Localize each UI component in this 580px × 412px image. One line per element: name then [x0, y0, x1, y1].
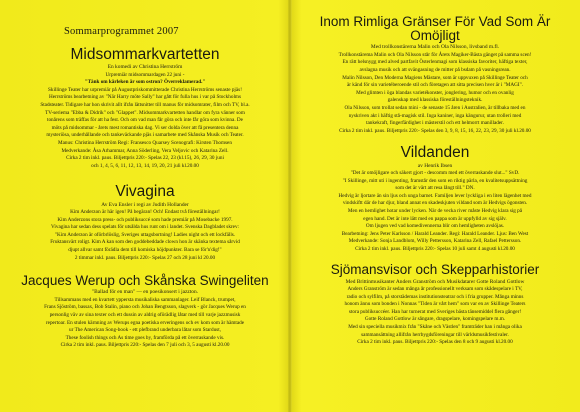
body-line: sammansättning allifrån herrbygdsföreningar till världsmusikfestivaler. — [361, 331, 509, 338]
schedule-line: Cirka 2 tim inkl. paus. Biljettpris 220:- Spelas den 7 juli och 3, 5 augusti kl.20.00 — [60, 342, 230, 349]
review-quote: "I Skillinge, mitt uti i ingenting, framstår den som en riktig pärla, en kvalitetsuppsättning — [342, 177, 528, 184]
section-rimliga-granser — [298, 15, 572, 135]
section-byline: Med trollkonstärerna Malin och Ola Nilsson, livsband m.fl. — [370, 44, 500, 51]
body-line: tankekraft, fingerfärdighet i mästerstil och ett helmorrt manillader. — [366, 120, 504, 127]
body-line: Malin Nilsson, Den Moderna Magiens Mästare, som är uppvuxen på Skillinge Teater och — [342, 74, 528, 81]
body-line: Hedvig är ljortare än sin ljus och unga barnet. Familjen lever lyckliga i en liten lägenhet med — [338, 192, 532, 199]
body-line: Om ljugen ved vad komedivennerna blir om hemligheten avslöjas. — [365, 223, 505, 230]
section-title: Midsommarkvartetten — [70, 46, 220, 63]
body-line: vindskiftt där de har djur, bland annat en skadeskjuten vildand som är Hedvigs ögonsten. — [342, 200, 528, 207]
body-line: ur The American Song-book - ett plefbrand underbara låtar som Stardust, — [69, 327, 221, 334]
section-byline: En komedi av Christina Herrström — [107, 64, 183, 71]
body-line: Gotte Roland Gottlow är sångare, dragspelare, komingspelare m.m. — [364, 316, 506, 323]
body-line: Skillinge Teater har urpremiär på Augustpriskommitterade Christina Herrströms senaste pjäs! — [48, 86, 242, 93]
body-line: möts på midsommar - årets mest romantiska dag. Vi ser dolda över att få presentera denna — [51, 124, 239, 131]
body-line: repertoar. En stulen kärnning av Werups egna poetiska erveringens och ev kom som är hämtade — [45, 319, 245, 326]
body-line: "Kim Anderzon är oförbrlöslig, Sveriges uttagsbortning! Ladies night och ett lockfälls. — [54, 231, 236, 238]
body-line: mysteriösa, underhållande och tankeväckande pjäs i samarbete med Skånska Musik och Teater. — [46, 132, 244, 139]
body-line: Urpremiär midsommardagen 22 juni - — [105, 71, 185, 78]
body-line: Fruktansvärt roligt. Kim A kan som den goddebeddade clown hon är skänka textema sårvid — [50, 239, 240, 246]
right-page — [298, 0, 572, 412]
body-line: honom ännu som bonden i Nonnas "Tiden är vårt hem" som var en av Skillinge Teaters — [344, 301, 526, 308]
section-byline: "Ballad för en man" — en poesikonsert i jazzton. — [91, 289, 199, 296]
body-line: En rätt helsnygg med alved partfavit Österlenmagi som klassiska favoriter, häftiga texter, — [342, 59, 528, 66]
body-line: personlig väv av sina texter och ett dussin av aldrig oförädlig låtar med till varje jazzmusisk — [49, 311, 241, 318]
body-line: Herrströms bearbetning av "När Harry möte Sally" har gått för fulla hus i var på Stockholms — [49, 94, 241, 101]
body-line: Anders Granström är sedan många år professionellt verksam som skådespelare i TV, — [347, 286, 523, 293]
section-byline: Med Brittinmusikanter Anders Granström och Musikdatarer Gotte Roland Gottlow — [345, 278, 525, 285]
tagline: "Tänk om kärleken är som ostron? Överreklamerad." — [84, 79, 206, 86]
schedule-line: och 1, 4, 5, 6, 11, 12, 13, 14, 19, 20, 21 juli kl.20.00 — [91, 162, 199, 169]
schedule-line: Cirka 2 tim inkl. paus. Biljettpris 220:- Spelas den 8 och 9 augusti kl.20.00 — [357, 339, 513, 346]
body-line: Vivagina har sedan dess spelats för utsålda hus runt om i landet. Svenska Dagbladet skrev: — [51, 224, 239, 231]
body-line: These foolish things och As time goes by, framförda på ett överraskande vis. — [65, 334, 225, 341]
section-title: Vildanden — [400, 144, 470, 162]
review-quote: "Det är omöjligare och säkert gjort - descomm med ett överraskande slut..." SvD. — [350, 169, 520, 176]
body-line: Men en hemlighet hotar under lycken. När de vecka river måste Hedvig klara sig på — [347, 207, 523, 214]
body-line: Trollkonstärema Malin och Ola Nilsson står för Årets Magiker-Bästa gänget på samma scen! — [338, 51, 532, 58]
section-title: Vivagina — [115, 183, 175, 201]
body-line: TV-seriema "Ebba & Didrik" och "Glappet". Midsommarkvartetten handlar om fyra vänner som — [45, 109, 245, 116]
body-line: Stadsteater. Tidigare har hon skrivit allt ifrån lättsnitter till manus för midsomrater, film och TV, bl.a. — [40, 102, 250, 109]
schedule-line: Cirka 2 tim inkl. paus. Biljettpris 220:- Spelas 22, 23 (kl.15), 26, 29, 30 juni — [66, 155, 224, 162]
schedule-line: Cirka 2 tim inkl. paus. Biljettpris 220:- Spelas den 3, 9, 8, 15, 16, 22, 23, 29, 30 juli kl.20.00 — [339, 127, 531, 134]
section-midsommarkvartetten — [10, 47, 280, 170]
body-line: Frans Sjöström, bassax, Bob Stalin, piano och Johan Bengtsson, slagverk - gör Jacques Werup en — [44, 304, 246, 311]
body-line: är känd för sin varietéberoende stil och företagen att sitta precisen hver är i "MAGI". — [346, 82, 524, 89]
body-line: nyskriven akt i häftig stå-magisk stil. Inga kaniner, inga kängurur, utan trolleri med — [348, 112, 522, 119]
section-vivagina — [10, 184, 280, 262]
left-page — [10, 0, 280, 412]
body-line: galenskap med klassiska föreställningsteknik. — [387, 97, 483, 104]
program-banner: Sommarprogrammet 2007 — [64, 26, 179, 37]
section-title: Inom Rimliga Gränser För Vad Som Är Omöjligt — [319, 14, 551, 44]
credits-line: Bearbetning: Jens Peter Karlsson / Harald Leander. Regi: Harald Leander. Ljus: Ben West — [341, 230, 529, 237]
body-line: stora publiksuccéer. Han har turnerat med Sveriges bästa tänsemiddel flera gånger! — [348, 308, 522, 315]
center-fold — [288, 0, 292, 412]
review-quote: som det är värt att resa långt till." DN. — [395, 185, 475, 192]
credits-line: Manus: Christina Herrström Regi: Fransesco Quarsey Scenografi: Kirsten Thomsen — [58, 140, 232, 147]
body-line: egen hand. Det är inte lätt med en pappa som är uppfylld av sig själv. — [363, 215, 507, 222]
schedule-line: 2 timmar inkl. paus. Biljettpris 220:- Spelas 27 och 28 juni kl 20.00 — [74, 254, 216, 261]
body-line: Ola Nilsson, som trollat sedan mini - de senaste 15 åren i Australien, är tillbaka med en — [344, 104, 526, 111]
section-byline: Av Eva Ensler i regi av Judith Hollander — [101, 201, 189, 208]
section-title: Sjömansvisor och Skepparhistorier — [330, 262, 540, 278]
cast-line: Medverkande: Sonja Landblom, Willy Pettersson, Katarina Zell, Rafael Pettersson. — [348, 238, 522, 245]
cast-line: Medverkande: Åsa Arhammar, Anna Söderling, Vera Veljovic och Katarina Zell. — [61, 147, 229, 154]
section-werup — [10, 274, 280, 350]
body-line: radio och sylfilm, på storstädemas institutionsteatrar och i fria grupper. Många minns — [346, 293, 524, 300]
schedule-line: Cirka 2 tim inkl. paus. Biljettpris 220:- Spelas 10 juli samt 4 augusti kl.20.00 — [355, 245, 515, 252]
body-line: avslagna musik och att svängasning de mitter på bsdam på vasningsrean. — [359, 66, 511, 73]
body-line: Med glimten i öga blandas varietékonster, jonglering, humor och en ovanlig — [356, 89, 514, 96]
body-line: Kim Anderzon är här igen! På begäran! Och! Endast två föreställningar! — [70, 209, 220, 216]
body-line: djupt allvar samt förädla dem till komiska höjdpunkter. Bara se för'n'dig!" — [68, 247, 222, 254]
body-line: Tillsammans med en kvartett yppersta musikaliska sammanlager. Leif Blanck, trumpet, — [54, 296, 236, 303]
body-line: tonårens som träffas för att ha fest. Och om vad man får göra och inte får göra som kvinna. De — [47, 117, 243, 124]
section-title: Jacques Werup och Skånska Swingeliten — [21, 273, 269, 289]
section-vildanden — [298, 145, 572, 253]
body-line: Kim Anderzons stora press- och publiksuccé som hade premiär på Mosebacke 1997. — [57, 216, 233, 223]
body-line: Med sin speciella musikmix från "Skåne och Västlen" framträder han i många olika — [348, 324, 522, 331]
section-byline: av Henrik Ibsen — [417, 162, 453, 169]
section-sjomansvisor — [298, 263, 572, 346]
